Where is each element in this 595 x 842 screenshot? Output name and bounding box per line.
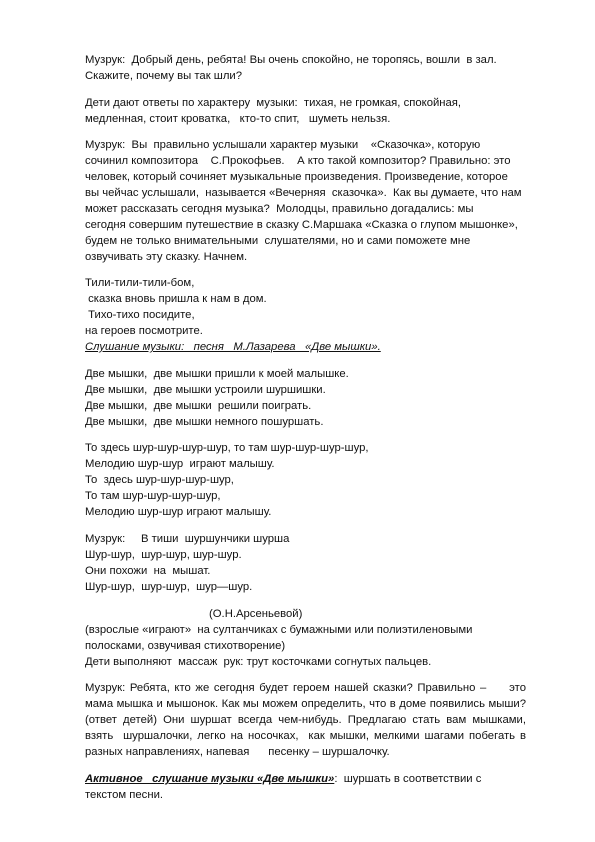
text-line: может рассказать сегодня музыка? Молодцы, правильно догадались: мы	[85, 203, 474, 215]
text-line: Скажите, почему вы так шли?	[85, 70, 243, 82]
verse-line: Две мышки, две мышки немного пошуршать.	[85, 416, 324, 428]
text-line: (ответ детей) Они шуршат всегда чем-нибудь. Предлагаю стать вам мышками,	[85, 714, 526, 726]
verse-line: Тили-тили-тили-бом,	[85, 277, 195, 289]
active-listening-label: Активное слушание музыки «Две мышки»	[85, 773, 335, 785]
verse-line: Мелодию шур-шур играют малышу.	[85, 506, 272, 518]
text-line: взять шуршалочки, легко на носочках, как мышки, мелкими шагами побегать в	[85, 730, 526, 742]
text-line: мама мышка и мышонок. Как мы можем определить, что в доме появились мыши?	[85, 698, 526, 710]
poem-author: (О.Н.Арсеньевой)	[209, 608, 303, 620]
text-line: вы чейчас услышали, называется «Вечерняя сказочка». Как вы думаете, что нам	[85, 187, 522, 199]
verse-line: Тихо-тихо посидите,	[85, 309, 195, 321]
text-line: разных направлениях, напевая песенку – шуршалочку.	[85, 746, 390, 758]
verse-line: Две мышки, две мышки устроили шуршишки.	[85, 384, 326, 396]
verse-line: Музрук: В тиши шуршунчики шурша	[85, 533, 290, 545]
verse-line: на героев посмотрите.	[85, 325, 203, 337]
text-line: человек, который сочиняет музыкальные произведения. Произведение, которое	[85, 171, 508, 183]
verse-line: То здесь шур-шур-шур-шур, то там шур-шур-шур-шур,	[85, 442, 369, 454]
verse-line: Шур-шур, шур-шур, шур—шур.	[85, 581, 253, 593]
text-line: озвучивать эту сказку. Начнем.	[85, 251, 248, 263]
text-line: текстом песни.	[85, 789, 164, 801]
text-line: Дети дают ответы по характеру музыки: тихая, не громкая, спокойная,	[85, 97, 462, 109]
verse-line: Две мышки, две мышки пришли к моей малышке.	[85, 368, 349, 380]
verse-line: Они похожи на мышат.	[85, 565, 211, 577]
text-line: медленная, стоит кроватка, кто-то спит, шуметь нельзя.	[85, 113, 391, 125]
verse-line: Шур-шур, шур-шур, шур-шур.	[85, 549, 242, 561]
active-listening-text: : шуршать в соответствии с	[334, 773, 482, 785]
text-line: (взрослые «играют» на султанчиках с бумажными или полиэтиленовыми	[85, 624, 473, 636]
verse-line: сказка вновь пришла к нам в дом.	[85, 293, 267, 305]
text-line: Музрук: Ребята, кто же сегодня будет героем нашей сказки? Правильно – это	[85, 682, 526, 694]
verse-line: То там шур-шур-шур-шур,	[85, 490, 221, 502]
verse-line: Две мышки, две мышки решили поиграть.	[85, 400, 312, 412]
text-line: будем не только внимательными слушателями, но и сами поможете мне	[85, 235, 471, 247]
text-line: сочинил композитора С.Прокофьев. А кто такой композитор? Правильно: это	[85, 155, 511, 167]
text-line: Дети выполняют массаж рук: трут косточками согнутых пальцев.	[85, 656, 432, 668]
text-line: Музрук: Добрый день, ребята! Вы очень спокойно, не торопясь, вошли в зал.	[85, 54, 497, 66]
text-line: полосками, озвучивая стихотворение)	[85, 640, 286, 652]
verse-line: То здесь шур-шур-шур-шур,	[85, 474, 234, 486]
text-line: Музрук: Вы правильно услышали характер музыки «Сказочка», которую	[85, 139, 481, 151]
verse-line: Мелодию шур-шур играют малышу.	[85, 458, 275, 470]
listening-heading: Слушание музыки: песня М.Лазарева «Две мышки».	[85, 341, 381, 353]
text-line: сегодня совершим путешествие в сказку С.Маршака «Сказка о глупом мышонке»,	[85, 219, 518, 231]
active-listening-line	[85, 771, 481, 787]
